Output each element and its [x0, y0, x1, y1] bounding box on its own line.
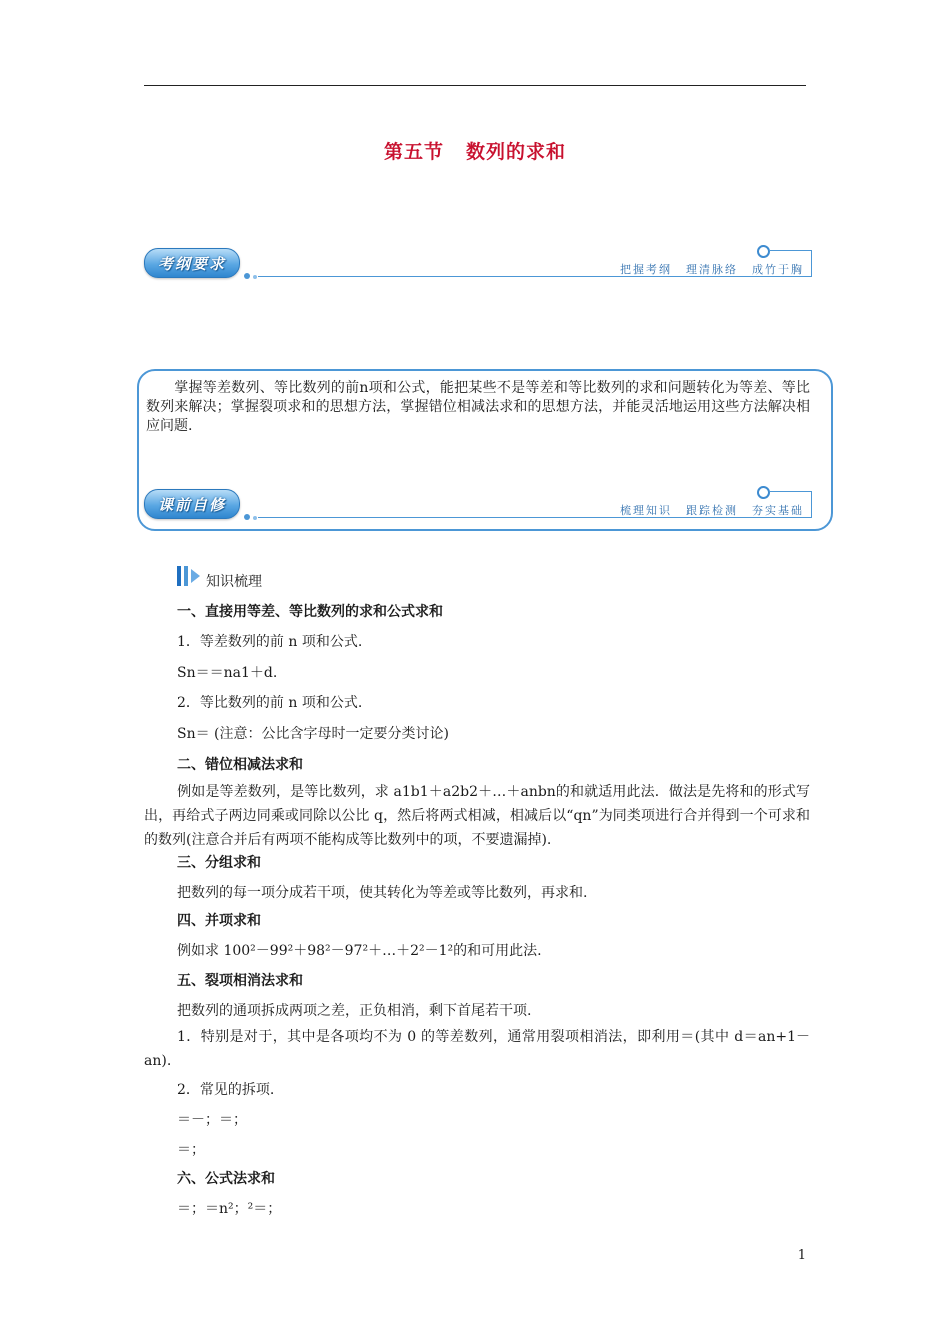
heading-4: 四、并项求和	[177, 913, 261, 929]
paragraph-6: ＝；＝n²；²＝；	[177, 1201, 282, 1217]
section-number: 第五节	[383, 141, 444, 163]
paragraph-5c: 2．常见的拆项.	[177, 1082, 275, 1098]
paragraph-5d: ＝－；＝；	[177, 1112, 247, 1128]
paragraph-5: 把数列的通项拆成两项之差，正负相消，剩下首尾若干项.	[177, 1003, 532, 1019]
heading-6: 六、公式法求和	[177, 1171, 275, 1187]
ring-icon	[757, 486, 770, 499]
heading-3: 三、分组求和	[177, 855, 261, 871]
line-3: 2．等比数列的前 n 项和公式.	[177, 695, 363, 711]
knowledge-title: 知识梳理	[206, 574, 262, 590]
paragraph-5b: 1．特别是对于，其中是各项均不为 0 的等差数列，通常用裂项相消法，即利用＝(其中 d＝an+1－an).	[144, 1029, 810, 1069]
paragraph-5e: ＝；	[177, 1142, 205, 1158]
bars-arrow-icon	[177, 566, 207, 588]
header-rule	[144, 85, 806, 86]
syllabus-banner	[144, 242, 812, 284]
paragraph-2: 例如是等差数列，是等比数列，求 a1b1＋a2b2＋…＋anbn的和就适用此法．做法是先将和的形式写出，再给式子两边同乘或同除以公比 q，然后将两式相减，相减后以“qn”为同类项进行合并得到一个可求和的数列(注意合并后有两项不能构成等比数列中的项，不要遗漏掉).	[144, 784, 810, 848]
line-4: Sn＝ (注意：公比含字母时一定要分类讨论)	[177, 726, 449, 742]
paragraph-4: 例如求 100²－99²＋98²－97²＋…＋2²－1²的和可用此法.	[177, 943, 542, 959]
preview-badge: 课前自修	[144, 489, 240, 519]
section-title: 数列的求和	[466, 141, 567, 163]
line-2: Sn＝＝na1＋d.	[177, 665, 278, 681]
paragraph-3: 把数列的每一项分成若干项，使其转化为等差或等比数列，再求和.	[177, 885, 588, 901]
dots-decoration	[244, 264, 260, 283]
page-title	[0, 137, 950, 164]
requirements-text: 掌握等差数列、等比数列的前n项和公式，能把某些不是等差和等比数列的求和问题转化为等差、等比数列来解决；掌握裂项求和的思想方法，掌握错位相减法求和的思想方法，并能灵活地运用这些方法解决相应问题.	[146, 380, 810, 434]
heading-1: 一、直接用等差、等比数列的求和公式求和	[177, 604, 443, 620]
syllabus-badge: 考纲要求	[144, 248, 240, 278]
heading-5: 五、裂项相消法求和	[177, 973, 303, 989]
ring-icon	[757, 245, 770, 258]
dots-decoration	[244, 505, 260, 524]
heading-2: 二、错位相减法求和	[177, 757, 303, 773]
line-1: 1．等差数列的前 n 项和公式.	[177, 634, 363, 650]
page-number: 1	[797, 1248, 806, 1263]
preview-tags: 梳理知识 跟踪检测 夯实基础	[620, 504, 804, 517]
preview-banner	[144, 483, 812, 525]
syllabus-tags: 把握考纲 理清脉络 成竹于胸	[620, 263, 804, 276]
